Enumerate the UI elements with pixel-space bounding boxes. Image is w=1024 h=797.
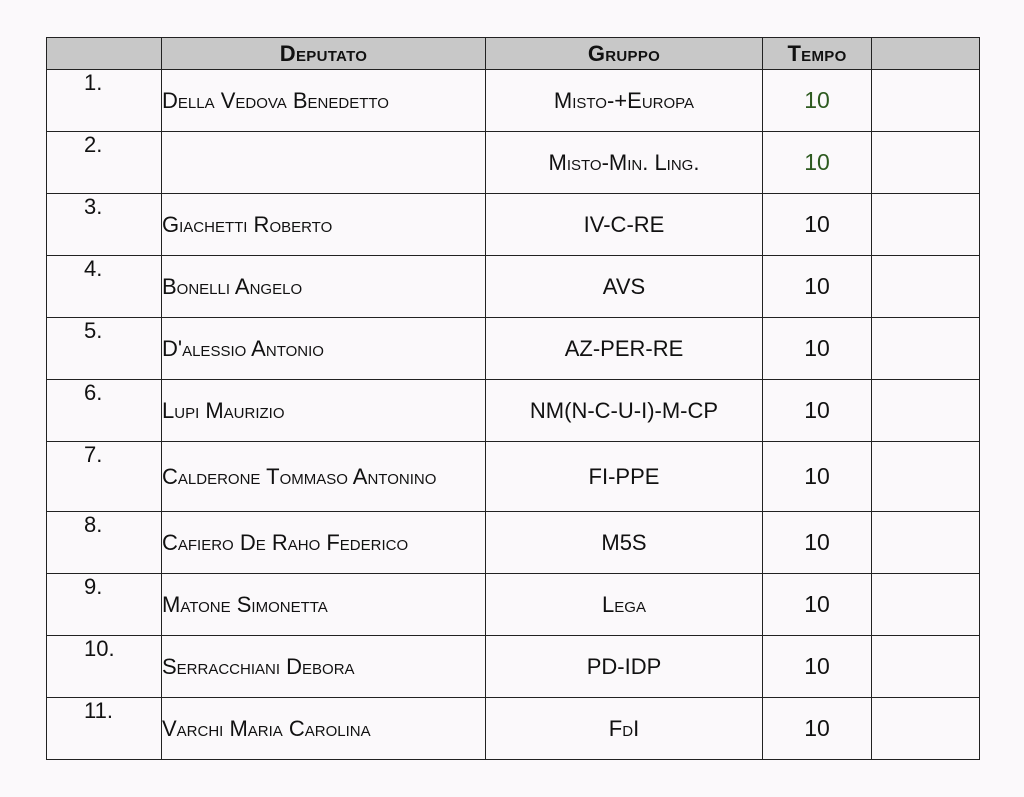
deputato-cell: Serracchiani Debora [162, 636, 486, 698]
tempo-cell: 10 [763, 442, 872, 512]
extra-cell [872, 70, 980, 132]
extra-cell [872, 380, 980, 442]
deputato-cell: Cafiero De Raho Federico [162, 512, 486, 574]
row-number-text: 2. [84, 132, 103, 157]
header-deputato: Deputato [162, 38, 486, 70]
row-number-text: 9. [84, 574, 103, 599]
row-number-text: 10. [84, 636, 115, 661]
row-number-text: 6. [84, 380, 103, 405]
gruppo-cell: Misto-+Europa [486, 70, 763, 132]
header-extra [872, 38, 980, 70]
row-number [47, 442, 162, 512]
gruppo-cell: IV-C-RE [486, 194, 763, 256]
table-row [47, 512, 980, 574]
tempo-cell: 10 [763, 636, 872, 698]
gruppo-cell: AZ-PER-RE [486, 318, 763, 380]
row-number [47, 132, 162, 194]
table-row [47, 380, 980, 442]
header-gruppo: Gruppo [486, 38, 763, 70]
extra-cell [872, 318, 980, 380]
tempo-cell: 10 [763, 574, 872, 636]
table-header [47, 38, 980, 70]
row-number-text: 5. [84, 318, 103, 343]
gruppo-cell: NM(N-C-U-I)-M-CP [486, 380, 763, 442]
table-row [47, 70, 980, 132]
tempo-cell: 10 [763, 380, 872, 442]
deputato-cell: Calderone Tommaso Antonino [162, 442, 486, 512]
table-row [47, 318, 980, 380]
table-row [47, 574, 980, 636]
table-row [47, 636, 980, 698]
deputato-cell: Matone Simonetta [162, 574, 486, 636]
tempo-cell: 10 [763, 698, 872, 760]
speakers-table [46, 37, 980, 760]
row-number [47, 698, 162, 760]
extra-cell [872, 698, 980, 760]
row-number-text: 11. [84, 698, 113, 723]
deputato-cell: Della Vedova Benedetto [162, 70, 486, 132]
table-row [47, 698, 980, 760]
row-number-text: 1. [84, 70, 103, 95]
table-row [47, 132, 980, 194]
extra-cell [872, 636, 980, 698]
gruppo-cell: FdI [486, 698, 763, 760]
row-number-text: 3. [84, 194, 103, 219]
extra-cell [872, 256, 980, 318]
deputato-cell: Bonelli Angelo [162, 256, 486, 318]
extra-cell [872, 194, 980, 256]
deputato-cell: D'alessio Antonio [162, 318, 486, 380]
deputato-cell [162, 132, 486, 194]
header-tempo: Tempo [763, 38, 872, 70]
tempo-cell: 10 [763, 132, 872, 194]
table-body [47, 70, 980, 760]
table-row [47, 194, 980, 256]
row-number [47, 70, 162, 132]
extra-cell [872, 512, 980, 574]
row-number [47, 194, 162, 256]
tempo-cell: 10 [763, 256, 872, 318]
tempo-cell: 10 [763, 512, 872, 574]
row-number [47, 636, 162, 698]
deputato-cell: Varchi Maria Carolina [162, 698, 486, 760]
row-number-text: 4. [84, 256, 103, 281]
gruppo-cell: PD-IDP [486, 636, 763, 698]
gruppo-cell: Lega [486, 574, 763, 636]
extra-cell [872, 442, 980, 512]
table-row [47, 442, 980, 512]
row-number [47, 318, 162, 380]
deputato-cell: Lupi Maurizio [162, 380, 486, 442]
row-number [47, 574, 162, 636]
tempo-cell: 10 [763, 194, 872, 256]
row-number-text: 8. [84, 512, 103, 537]
gruppo-cell: M5S [486, 512, 763, 574]
row-number [47, 380, 162, 442]
row-number [47, 256, 162, 318]
extra-cell [872, 132, 980, 194]
table-row [47, 256, 980, 318]
tempo-cell: 10 [763, 318, 872, 380]
tempo-cell: 10 [763, 70, 872, 132]
row-number [47, 512, 162, 574]
header-row [47, 38, 980, 70]
gruppo-cell: FI-PPE [486, 442, 763, 512]
gruppo-cell: Misto-Min. Ling. [486, 132, 763, 194]
header-number [47, 38, 162, 70]
extra-cell [872, 574, 980, 636]
deputato-cell: Giachetti Roberto [162, 194, 486, 256]
gruppo-cell: AVS [486, 256, 763, 318]
row-number-text: 7. [84, 442, 103, 467]
